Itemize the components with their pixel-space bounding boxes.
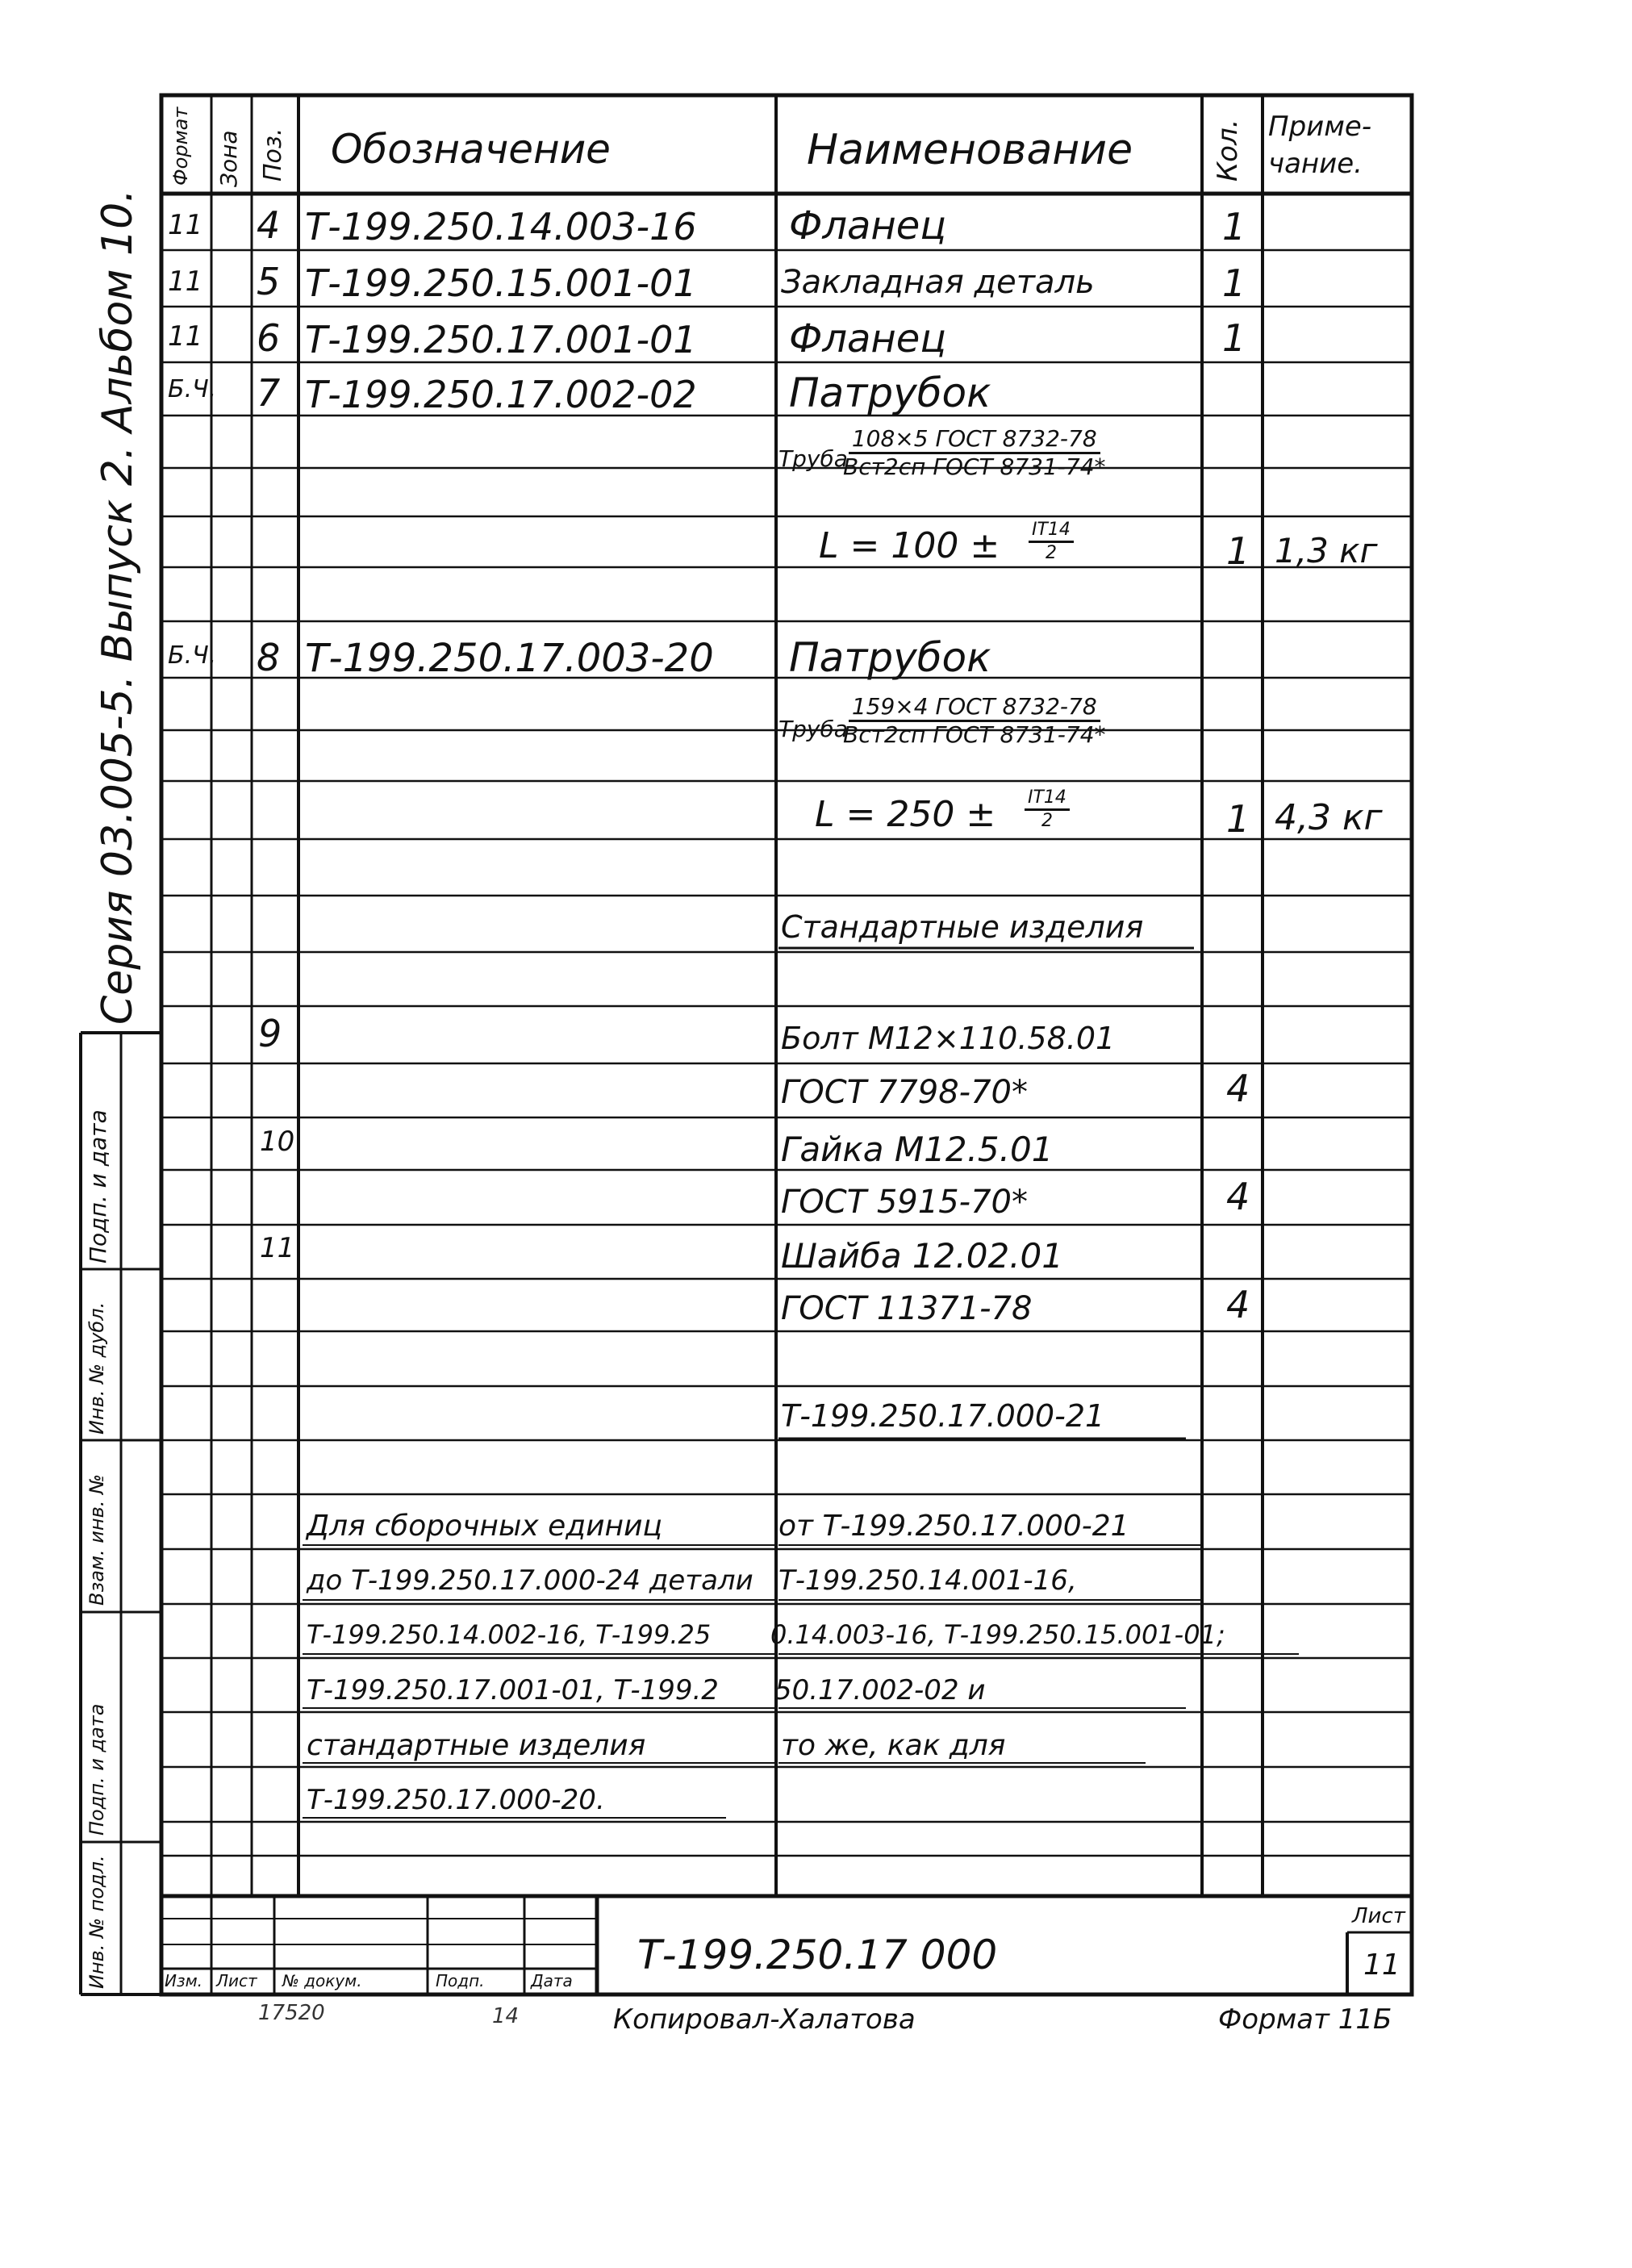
row-designation: Т-199.250.17.003-20: [305, 636, 714, 681]
standard-items-heading: Стандартные изделия: [781, 909, 1144, 945]
row-format: Б.Ч.: [168, 641, 217, 670]
pipe-qty: 1: [1226, 529, 1250, 573]
header-note-2: чание.: [1268, 148, 1363, 180]
row-qty: 1: [1222, 316, 1246, 360]
std-qty: 4: [1226, 1175, 1250, 1218]
std-item-line2: ГОСТ 11371-78: [781, 1290, 1033, 1327]
stamp-vzam-inv: Взам. инв. №: [86, 1474, 108, 1606]
title-sheet-label: Лист: [1352, 1904, 1405, 1928]
std-item-line1: Шайба 12.02.01: [781, 1236, 1063, 1276]
row-name: Фланец: [789, 203, 946, 249]
std-item-line2: ГОСТ 7798-70*: [781, 1074, 1028, 1111]
stamp-inv-dubl: Инв. № дубл.: [86, 1301, 108, 1435]
row-qty: 1: [1222, 261, 1246, 305]
pipe-mass: 4,3 кг: [1275, 797, 1383, 838]
pipe-label: Труба: [778, 445, 848, 472]
note-line-left: стандартные изделия: [307, 1729, 646, 1762]
header-note-1: Приме-: [1268, 111, 1372, 143]
pipe-tolerance-den: 2: [1041, 811, 1053, 831]
row-designation: Т-199.250.14.003-16: [305, 205, 697, 249]
std-pos: 10: [260, 1126, 295, 1158]
pipe-spec-fraction: [843, 695, 1106, 746]
row-pos: 7: [257, 371, 281, 415]
pipe-tolerance-den: 2: [1045, 543, 1057, 563]
row-format: 11: [168, 265, 203, 298]
row-pos: 8: [257, 636, 281, 679]
header-qty: Кол.: [1212, 119, 1244, 182]
note-line-left: до Т-199.250.17.000-24 детали: [307, 1564, 753, 1597]
std-item-line1: Гайка М12.5.01: [781, 1130, 1054, 1169]
note-line-left: Т-199.250.14.002-16, Т-199.25: [307, 1619, 712, 1650]
row-pos: 6: [257, 316, 281, 360]
header-designation: Обозначение: [331, 126, 611, 173]
row-pos: 5: [257, 260, 281, 303]
pipe-label: Труба: [778, 716, 848, 742]
header-pos: Поз.: [259, 127, 287, 182]
title-col-izm: Изм.: [165, 1971, 203, 1990]
pipe-mass: 1,3 кг: [1275, 531, 1378, 570]
footer-copied-by: Копировал-Халатова: [613, 2003, 916, 2036]
std-pos: 11: [260, 1232, 295, 1264]
note-line-right: 50.17.002-02 и: [774, 1674, 986, 1706]
pipe-tolerance-num: IT14: [1025, 789, 1070, 811]
title-col-data: Дата: [531, 1971, 573, 1990]
std-item-line2: ГОСТ 5915-70*: [781, 1184, 1028, 1221]
pipe-length: L = 100 ±: [819, 525, 1000, 566]
row-name: Патрубок: [789, 370, 991, 416]
note-line-left: Т-199.250.17.000-20.: [307, 1784, 605, 1816]
note-line-left: Т-199.250.17.001-01, Т-199.2: [307, 1674, 719, 1706]
row-format: Б.Ч.: [168, 375, 217, 403]
std-pos: 9: [258, 1012, 282, 1055]
title-col-ndoc: № докум.: [282, 1971, 362, 1990]
title-doc-number: Т-199.250.17 000: [637, 1932, 998, 1978]
row-name: Фланец: [789, 316, 946, 361]
row-designation: Т-199.250.17.001-01: [305, 318, 697, 361]
row-format: 11: [168, 209, 203, 241]
pipe-spec-denominator: Вст2сп ГОСТ 8731-74*: [843, 453, 1106, 480]
assembly-reference: Т-199.250.17.000-21: [781, 1398, 1105, 1434]
pipe-spec-denominator: Вст2сп ГОСТ 8731-74*: [843, 721, 1106, 748]
row-format: 11: [168, 320, 203, 353]
side-series-title: Серия 03.005-5. Выпуск 2. Альбом 10.: [94, 189, 142, 1025]
std-qty: 4: [1226, 1283, 1250, 1326]
note-line-right: Т-199.250.14.001-16,: [778, 1564, 1077, 1597]
pipe-tolerance: [1025, 789, 1070, 830]
footer-small-code: 17520: [258, 2001, 325, 2025]
note-line-right: то же, как для: [781, 1729, 1006, 1762]
row-pos: 4: [257, 203, 281, 247]
stamp-sign-date-2: Подп. и дата: [85, 1109, 111, 1263]
row-designation: Т-199.250.15.001-01: [305, 261, 697, 305]
header-name: Наименование: [807, 126, 1133, 174]
row-name: Патрубок: [789, 634, 991, 681]
pipe-spec-numerator: 108×5 ГОСТ 8732-78: [849, 428, 1100, 454]
pipe-spec-numerator: 159×4 ГОСТ 8732-78: [849, 695, 1100, 722]
pipe-tolerance-num: IT14: [1029, 521, 1074, 543]
pipe-qty: 1: [1226, 797, 1250, 841]
pipe-length: L = 250 ±: [815, 794, 996, 835]
note-line-left: Для сборочных единиц: [307, 1510, 662, 1543]
footer-small-mark: 14: [492, 2004, 520, 2028]
pipe-tolerance: [1029, 521, 1074, 562]
title-col-podp: Подп.: [436, 1971, 485, 1990]
row-designation: Т-199.250.17.002-02: [305, 373, 697, 416]
std-item-line1: Болт М12×110.58.01: [781, 1021, 1116, 1056]
stamp-inv-orig: Инв. № подл.: [86, 1855, 108, 1989]
note-line-right: 0.14.003-16, Т-199.250.15.001-01;: [770, 1619, 1225, 1650]
stamp-sign-date-1: Подп. и дата: [86, 1703, 108, 1836]
header-format: Формат: [169, 107, 192, 186]
note-line-right: от Т-199.250.17.000-21: [778, 1510, 1129, 1543]
row-name: Закладная деталь: [781, 264, 1095, 301]
std-qty: 4: [1226, 1067, 1250, 1110]
row-qty: 1: [1222, 205, 1246, 249]
header-zone: Зона: [215, 130, 242, 187]
title-col-list: Лист: [216, 1971, 257, 1990]
footer-format: Формат 11Б: [1218, 2003, 1392, 2036]
title-sheet-number: 11: [1363, 1948, 1400, 1982]
pipe-spec-fraction: [843, 425, 1106, 480]
